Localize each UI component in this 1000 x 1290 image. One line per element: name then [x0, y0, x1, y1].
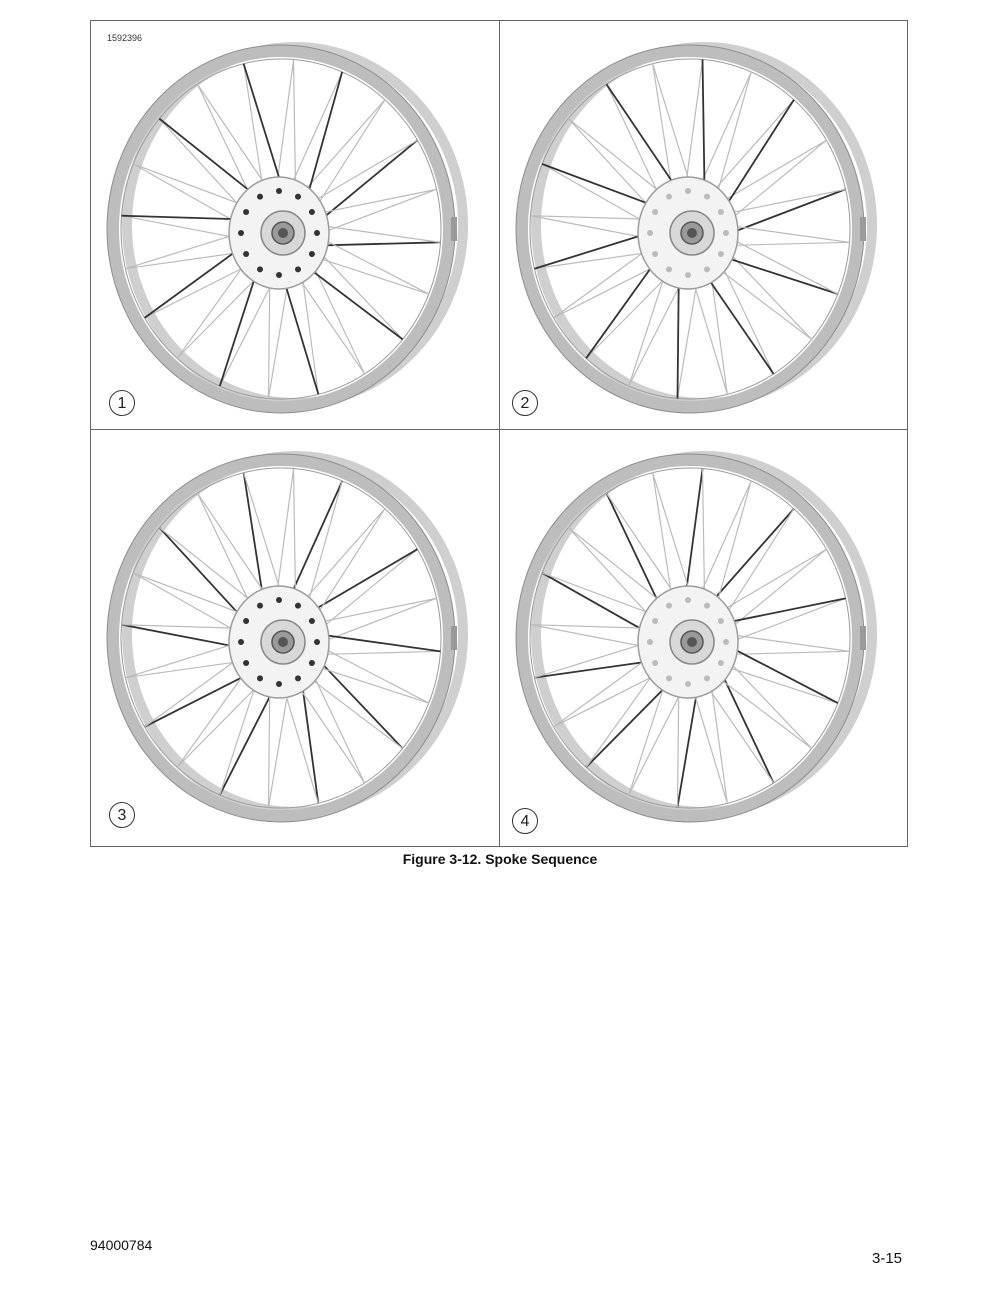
rotor-bolt	[243, 251, 249, 257]
valve-stem	[860, 217, 866, 241]
valve-stem	[451, 217, 457, 241]
rotor-bolt	[647, 230, 653, 236]
rotor-bolt	[276, 597, 282, 603]
rotor-bolt	[723, 639, 729, 645]
rotor-bolt	[238, 230, 244, 236]
callout-1: 1	[109, 390, 135, 416]
wheel-illustration-3	[91, 430, 499, 838]
axle-hole	[278, 228, 288, 238]
rotor-bolt	[666, 194, 672, 200]
wheel-illustration-4	[500, 430, 908, 838]
rotor-bolt	[666, 266, 672, 272]
axle-hole	[278, 637, 288, 647]
rotor-bolt	[314, 230, 320, 236]
rotor-bolt	[704, 603, 710, 609]
rotor-bolt	[276, 188, 282, 194]
rotor-bolt	[704, 266, 710, 272]
rotor-bolt	[652, 251, 658, 257]
rotor-bolt	[652, 209, 658, 215]
rotor-bolt	[295, 194, 301, 200]
rotor-bolt	[295, 675, 301, 681]
callout-3: 3	[109, 802, 135, 828]
rotor-bolt	[723, 230, 729, 236]
rotor-bolt	[309, 660, 315, 666]
figure-id-label: 1592396	[107, 33, 143, 43]
valve-stem	[451, 626, 457, 650]
rotor-bolt	[257, 194, 263, 200]
rotor-bolt	[276, 681, 282, 687]
wheel-panel-3	[91, 430, 499, 838]
rotor-bolt	[309, 618, 315, 624]
rotor-bolt	[718, 209, 724, 215]
rotor-bolt	[685, 681, 691, 687]
rotor-bolt	[257, 603, 263, 609]
rotor-bolt	[666, 675, 672, 681]
wheel-panel-1	[91, 21, 499, 429]
rotor-bolt	[718, 618, 724, 624]
rotor-bolt	[718, 251, 724, 257]
rotor-bolt	[685, 188, 691, 194]
wheel-illustration-1	[91, 21, 499, 429]
rotor-bolt	[704, 194, 710, 200]
rotor-bolt	[257, 675, 263, 681]
axle-hole	[687, 228, 697, 238]
rotor-bolt	[243, 618, 249, 624]
rotor-bolt	[685, 272, 691, 278]
rotor-bolt	[685, 597, 691, 603]
wheel-panel-2	[500, 21, 908, 429]
wheel-panel-4	[500, 430, 908, 838]
rotor-bolt	[314, 639, 320, 645]
wheel-illustration-2	[500, 21, 908, 429]
rotor-bolt	[704, 675, 710, 681]
rotor-bolt	[243, 209, 249, 215]
document-number: 94000784	[90, 1237, 153, 1253]
rotor-bolt	[647, 639, 653, 645]
rotor-bolt	[243, 660, 249, 666]
rotor-bolt	[257, 266, 263, 272]
rotor-bolt	[718, 660, 724, 666]
rotor-bolt	[276, 272, 282, 278]
rotor-bolt	[666, 603, 672, 609]
rotor-bolt	[652, 660, 658, 666]
rotor-bolt	[309, 251, 315, 257]
page-number: 3-15	[872, 1250, 903, 1267]
axle-hole	[687, 637, 697, 647]
rotor-bolt	[295, 266, 301, 272]
figure-caption: Figure 3-12. Spoke Sequence	[402, 851, 598, 867]
spoke-sequence-figure	[90, 20, 908, 847]
callout-2: 2	[512, 390, 538, 416]
valve-stem	[860, 626, 866, 650]
rotor-bolt	[652, 618, 658, 624]
rotor-bolt	[238, 639, 244, 645]
rotor-bolt	[309, 209, 315, 215]
rotor-bolt	[295, 603, 301, 609]
callout-4: 4	[512, 808, 538, 834]
